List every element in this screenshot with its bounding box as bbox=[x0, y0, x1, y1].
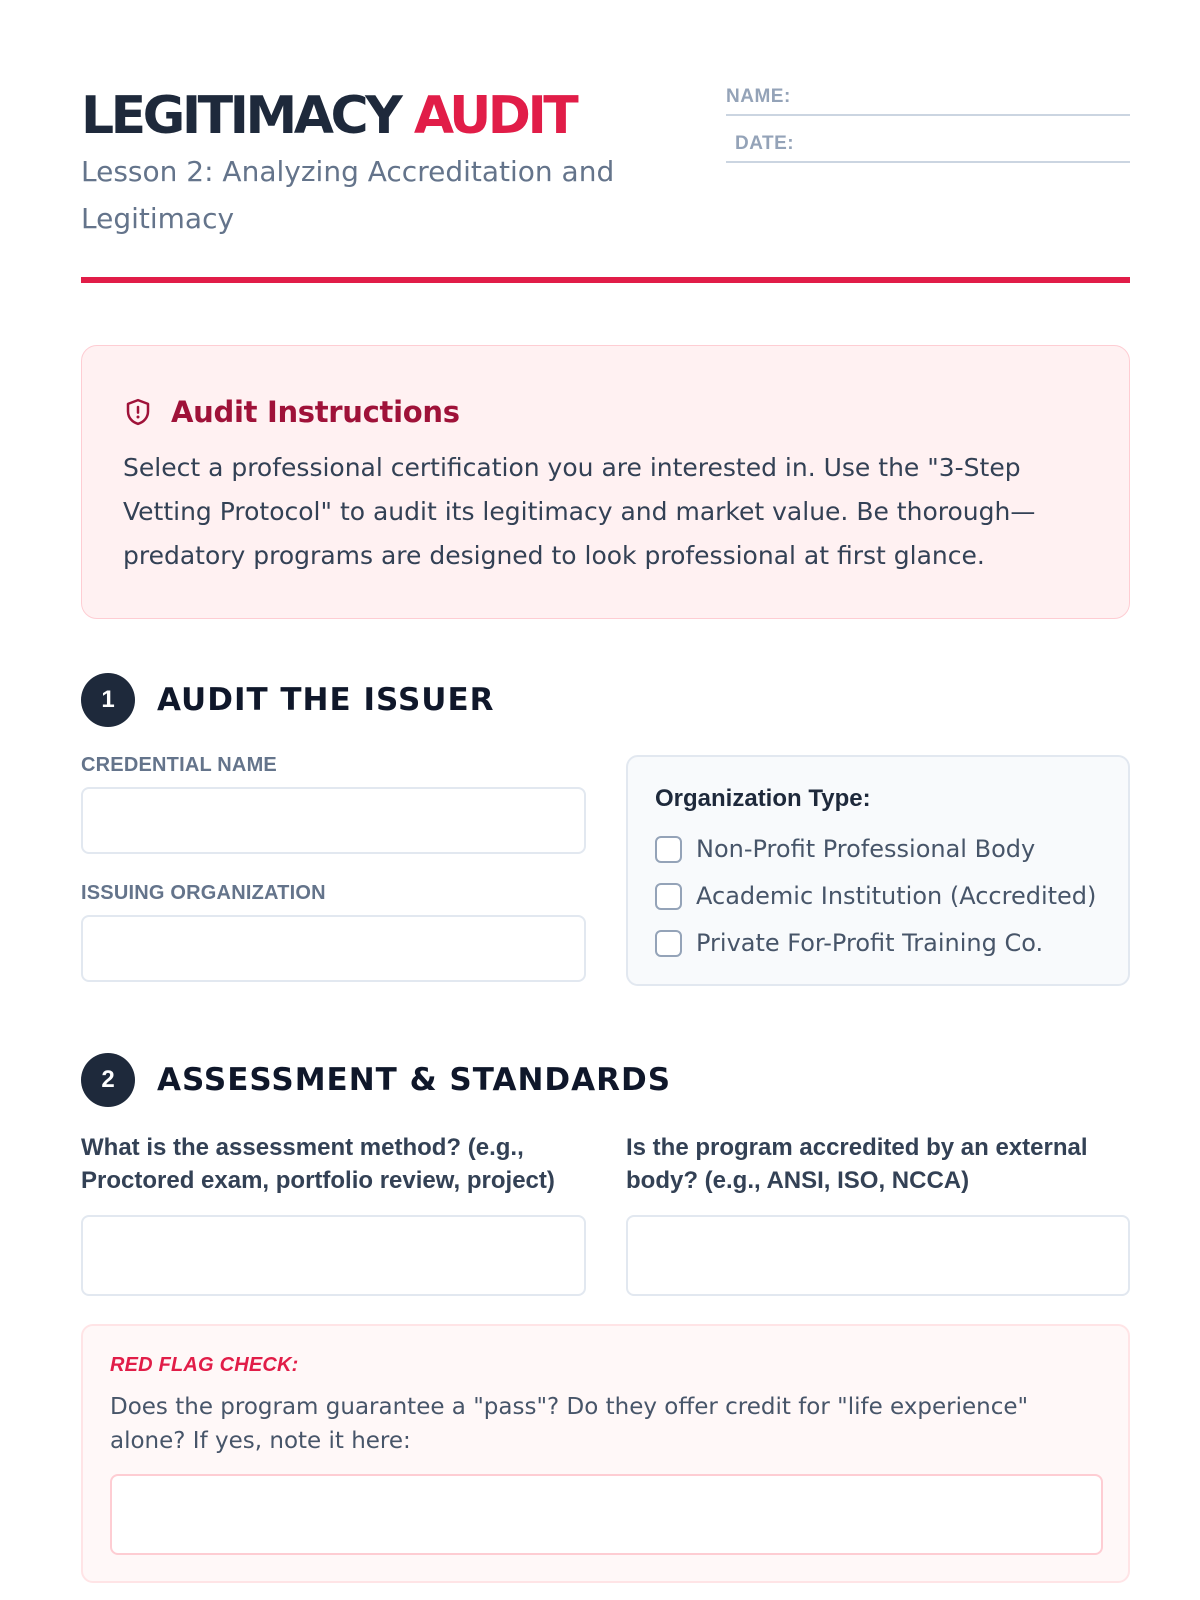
title-main: LEGITIMACY bbox=[81, 86, 400, 146]
date-label: DATE: bbox=[735, 133, 795, 154]
instructions-text: Select a professional certification you are interested in. Use the "3-Step Vetting Protocol" to audit its legitimacy and market value. Be thorough—predatory programs are designed to look professional at first glance. bbox=[123, 453, 1036, 570]
name-field[interactable] bbox=[726, 84, 1130, 116]
org-option-nonprofit[interactable] bbox=[655, 834, 1035, 864]
checkbox-for-profit[interactable] bbox=[655, 930, 682, 957]
accreditation-question: Is the program accredited by an external body? (e.g., ANSI, ISO, NCCA) bbox=[626, 1134, 1088, 1194]
name-label: NAME: bbox=[726, 86, 791, 107]
title-accent: AUDIT bbox=[413, 86, 576, 146]
section-2-title: ASSESSMENT & STANDARDS bbox=[157, 1062, 672, 1098]
organization-type-title: Organization Type: bbox=[655, 785, 871, 812]
instructions-box bbox=[81, 345, 1130, 619]
date-field[interactable] bbox=[726, 131, 1130, 163]
org-option-for-profit[interactable] bbox=[655, 928, 1043, 958]
red-flag-title: RED FLAG CHECK: bbox=[110, 1354, 299, 1376]
red-flag-input[interactable] bbox=[110, 1474, 1103, 1555]
org-option-label: Non-Profit Professional Body bbox=[696, 835, 1036, 863]
credential-name-label: CREDENTIAL NAME bbox=[81, 754, 277, 776]
org-option-academic[interactable] bbox=[655, 881, 1096, 911]
section-1-header bbox=[81, 672, 1130, 728]
org-option-label: Academic Institution (Accredited) bbox=[696, 882, 1097, 910]
credential-name-input[interactable] bbox=[81, 787, 586, 854]
accreditation-input[interactable] bbox=[626, 1215, 1130, 1296]
org-option-label: Private For-Profit Training Co. bbox=[696, 929, 1044, 957]
header-divider bbox=[81, 277, 1130, 283]
assessment-method-question: What is the assessment method? (e.g., Proctored exam, portfolio review, project) bbox=[81, 1134, 555, 1194]
issuing-organization-input[interactable] bbox=[81, 915, 586, 982]
instructions-header bbox=[123, 392, 460, 432]
section-2-header bbox=[81, 1052, 1130, 1108]
shield-alert-icon bbox=[123, 397, 153, 427]
header bbox=[81, 84, 1130, 284]
section-2-number: 2 bbox=[81, 1053, 135, 1107]
checkbox-academic[interactable] bbox=[655, 883, 682, 910]
assessment-method-input[interactable] bbox=[81, 1215, 586, 1296]
checkbox-nonprofit[interactable] bbox=[655, 836, 682, 863]
red-flag-text: Does the program guarantee a "pass"? Do they offer credit for "life experience" alone? If yes, note it here: bbox=[110, 1394, 1029, 1454]
red-flag-box bbox=[81, 1324, 1130, 1583]
page-title bbox=[81, 84, 575, 148]
organization-type-box bbox=[626, 755, 1130, 986]
section-1-number: 1 bbox=[81, 673, 135, 727]
issuing-organization-label: ISSUING ORGANIZATION bbox=[81, 882, 326, 904]
instructions-title: Audit Instructions bbox=[171, 395, 460, 429]
page-subtitle: Lesson 2: Analyzing Accreditation and Legitimacy bbox=[81, 155, 615, 235]
section-1-title: AUDIT THE ISSUER bbox=[157, 682, 495, 718]
